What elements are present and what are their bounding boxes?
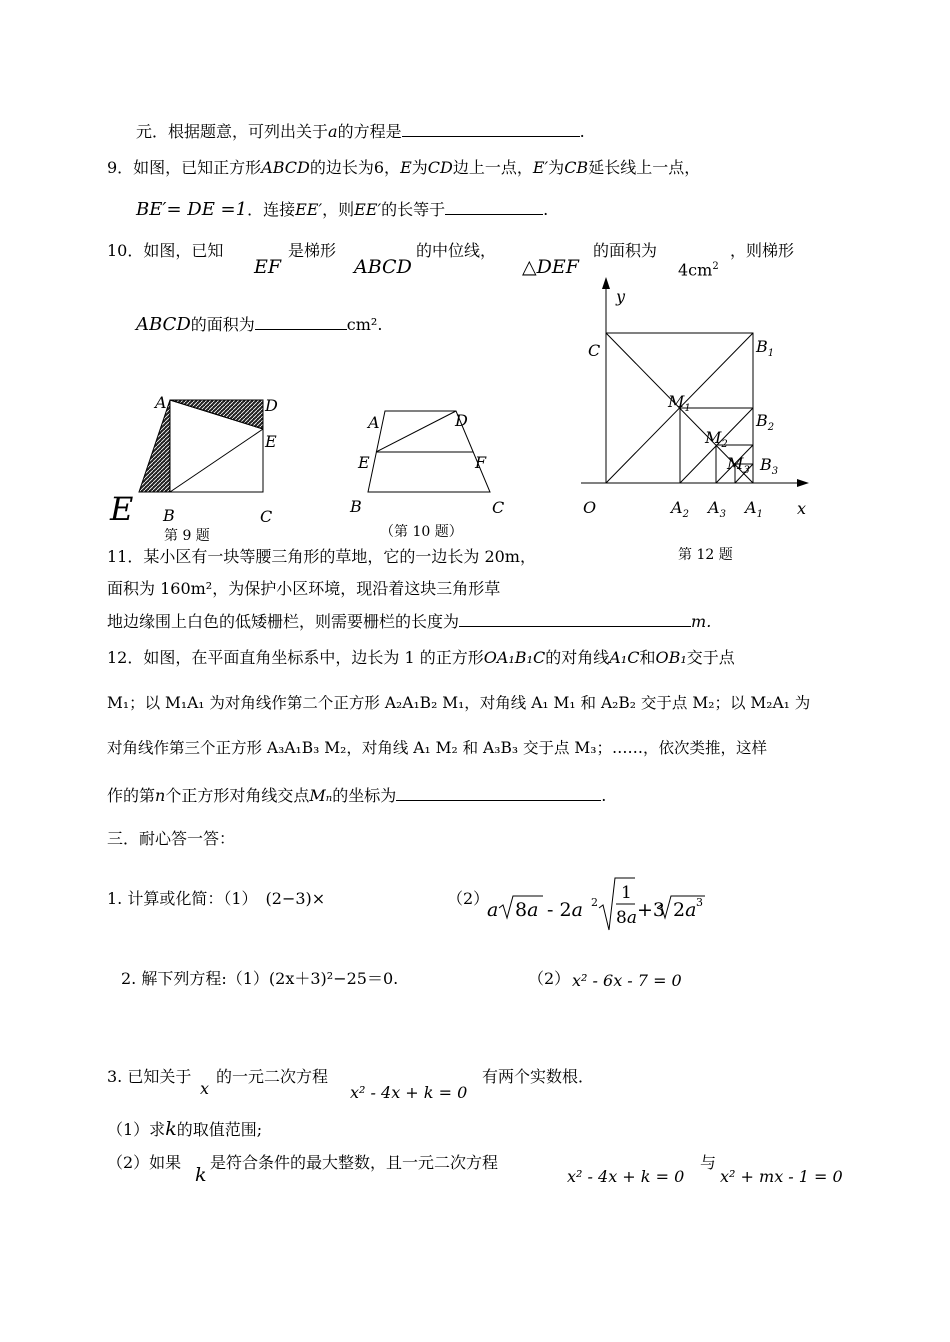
fig9-caption: 第 9 题 [164,528,210,544]
q8-var: a [328,122,338,141]
q12-text: 的坐标为 [332,786,397,805]
q12-text: 和 [639,648,656,667]
q12-blank [396,784,601,801]
p3-sub2-and: 与 [700,1153,717,1172]
figure-12 [575,275,815,495]
svg-text:3: 3 [696,896,703,909]
q10-text: 的中位线， [416,241,497,260]
q10-unit: cm². [346,315,383,334]
fig9-label-c: C [260,507,273,526]
p1-part2-label: （2） [447,889,490,908]
p2-part2-label: （2） [528,969,571,988]
fig10-line-ed [376,411,456,452]
q9-blank [445,198,543,215]
fig12-label-m2 [705,427,728,456]
fig12-a-letter: A [671,498,683,517]
q8-end: . [579,122,585,141]
fig10-caption: （第 10 题） [380,524,463,540]
q10-abcd: ABCD [354,256,412,278]
svg-text:- 2a: - 2a [547,899,583,921]
q9-text: 的长等于 [381,200,446,219]
q12-text: 的对角线 [545,648,610,667]
q10-text: ，则梯形 [730,241,795,260]
q12-line4 [107,784,606,807]
fig12-m-letter: M [668,392,685,411]
q12-text: 12．如图，在平面直角坐标系中，边长为 1 的正方形 [107,648,484,667]
fig12-b-letter: B [760,455,772,474]
p3-sub1 [107,1118,262,1141]
svg-text:2: 2 [591,896,598,909]
svg-text:+3: +3 [637,899,666,921]
q10-line1 [107,240,223,262]
q12-var: A₁C [609,648,640,667]
q10-blank [255,313,347,330]
q11-blank [459,610,691,627]
q9-line1 [107,157,700,179]
q12-end: . [601,786,607,805]
fig10-label-f: F [475,453,487,472]
q9-text: 边上一点， [452,158,533,177]
fig12-label-x: x [797,499,807,518]
q10-text: 的面积为 [190,315,255,334]
q10-text: 10．如图，已知 [107,241,224,260]
fig10-label-d: D [455,411,468,430]
q8-blank [402,120,580,137]
p3-sub2-text: 是符合条件的最大整数，且一元二次方程 [210,1153,499,1172]
fig10-label-a: A [368,413,380,432]
fig9-label-e: E [265,432,277,451]
q9-line2 [136,198,548,221]
q9-var: CB [564,158,589,177]
q8-prefix: 元．根据题意，可列出关于 [136,122,329,141]
q11-unit: m. [691,612,712,631]
q9-eq: BE′= DE =1 [136,199,248,220]
q12-var: OB₁ [655,648,687,667]
q8-suffix: 的方程是 [337,122,402,141]
fig12-subscript: 3 [771,466,779,478]
q9-var: E [400,158,412,177]
fig9-label-d: D [265,396,278,415]
q9-var: EE′ [295,200,323,219]
fig12-label-a2 [671,497,689,526]
fig12-subscript: 1 [684,403,691,415]
q9-text: 为 [411,158,428,177]
p3-text: 3. 已知关于 [107,1067,192,1086]
fig9-label-e-prime: E [110,490,134,528]
fig9-label-b: B [163,506,175,525]
fig12-subscript: 3 [719,509,726,521]
q12-text: 个正方形对角线交点 [165,786,310,805]
q9-var: CD [427,158,453,177]
q11-line1: 11．某小区有一块等腰三角形的草地，它的一边长为 20m， [107,547,536,566]
svg-text:8a: 8a [515,899,539,921]
fig12-m-letter: M [705,428,722,447]
p2-part1: 2. 解下列方程:（1）(2x＋3)²−25＝0. [121,969,399,988]
fig10-label-c: C [492,498,505,517]
q11-line3 [107,610,711,633]
p3-equation: x² - 4x + k = 0 [350,1083,468,1102]
q12-var: Mₙ [309,786,333,805]
q10-text: 是梯形 [288,241,337,260]
fig10-label-e: E [358,453,370,472]
fig9-label-a: A [155,393,167,412]
q9-text: 9．如图，已知正方形 [107,158,262,177]
fig12-label-a3 [708,497,726,526]
fig12-label-b1 [756,336,774,365]
fig12-subscript: 2 [682,509,689,521]
q9-text: 延长线上一点， [588,158,701,177]
q9-var: ABCD [261,158,310,177]
fig12-x-arrow [797,479,809,487]
fig12-b-letter: B [756,411,768,430]
fig12-a-letter: A [708,498,720,517]
fig12-subscript: 2 [721,439,728,451]
p3-sub2-eq2: x² + mx - 1 = 0 [720,1167,843,1186]
fig12-label-b2 [756,410,774,439]
fig12-label-m3 [727,453,750,482]
fig12-y-arrow [602,277,610,289]
q11-line2: 面积为 160m²，为保护小区环境，现沿着这块三角形草 [107,579,501,598]
q10-abcd2: ABCD [136,314,191,335]
fig12-label-y: y [616,287,626,306]
q8-line [136,120,585,143]
q10-line2 [136,313,382,336]
q12-line2: M₁；以 M₁A₁ 为对角线作第二个正方形 A₂A₁B₂ M₁，对角线 A₁ M₁ 和 A₂B₂ 交于点 M₂；以 M₂A₁ 为 [107,694,811,712]
p1-expression [485,874,715,934]
fig12-subscript: 2 [767,422,775,434]
p3-text: 的一元二次方程 [216,1067,329,1086]
p3-line1 [107,1066,191,1088]
q10-area-value: 4cm [678,260,713,280]
fig12-label-a1 [745,497,763,526]
p3-sub1-text: （1）求 [107,1120,166,1139]
p3-sub1-k: k [165,1118,177,1140]
q9-text: 为 [548,158,565,177]
svg-text:2a: 2a [673,899,697,921]
p2-equation: x² - 6x - 7 = 0 [572,971,682,990]
q9-text: ．连接 [247,200,296,219]
q10-text: 的面积为 [593,241,658,260]
p3-sub1-text: 的取值范围; [176,1120,263,1139]
fig10-label-b: B [350,497,362,516]
q9-var: E′ [532,158,549,177]
fig12-b-letter: B [756,337,768,356]
section-3-title: 三．耐心答一答： [107,829,236,848]
q9-end: . [543,200,549,219]
q11-text: 地边缘围上白色的低矮栅栏，则需要栅栏的长度为 [107,612,460,631]
fig12-a-letter: A [745,498,757,517]
fig12-label-c: C [588,341,601,360]
q10-area-sup: 2 [712,261,719,272]
p3-sub2-k: k [195,1164,207,1186]
q10-def: △DEF [522,256,579,278]
p3-sub2-eq1: x² - 4x + k = 0 [567,1167,685,1186]
q9-var: EE′ [354,200,382,219]
svg-text:a: a [487,899,499,921]
fig12-subscript: 1 [756,509,763,521]
fig12-subscript: 3 [743,465,750,477]
q12-line3: 对角线作第三个正方形 A₃A₁B₃ M₂，对角线 A₁ M₂ 和 A₃B₃ 交于点 M₃；……，依次类推，这样 [107,739,768,757]
p3-var-x: x [200,1079,210,1098]
fig9-line-be [170,429,263,492]
fig12-label-b3 [760,454,778,483]
p1-part1: 1. 计算或化简：（1） (2−3)× [107,889,326,908]
q12-var: n [155,786,166,805]
fig12-label-m1 [668,391,691,420]
q9-text: 的边长为6， [309,158,401,177]
q12-var: OA₁B₁C [483,648,546,667]
q12-text: 交于点 [686,648,735,667]
svg-text:8a: 8a [616,908,637,928]
fig12-m-letter: M [727,454,744,473]
p3-text: 有两个实数根． [482,1067,595,1086]
fig12-caption: 第 12 题 [678,547,733,563]
p3-sub2-label: （2）如果 [107,1153,182,1172]
q12-line1 [107,647,735,669]
q9-text: ，则 [322,200,355,219]
fig12-label-o: O [583,498,597,517]
q10-ef: EF [254,256,282,278]
fig12-subscript: 1 [767,348,775,360]
q12-text: 作的第 [107,786,156,805]
svg-text:1: 1 [621,883,632,903]
